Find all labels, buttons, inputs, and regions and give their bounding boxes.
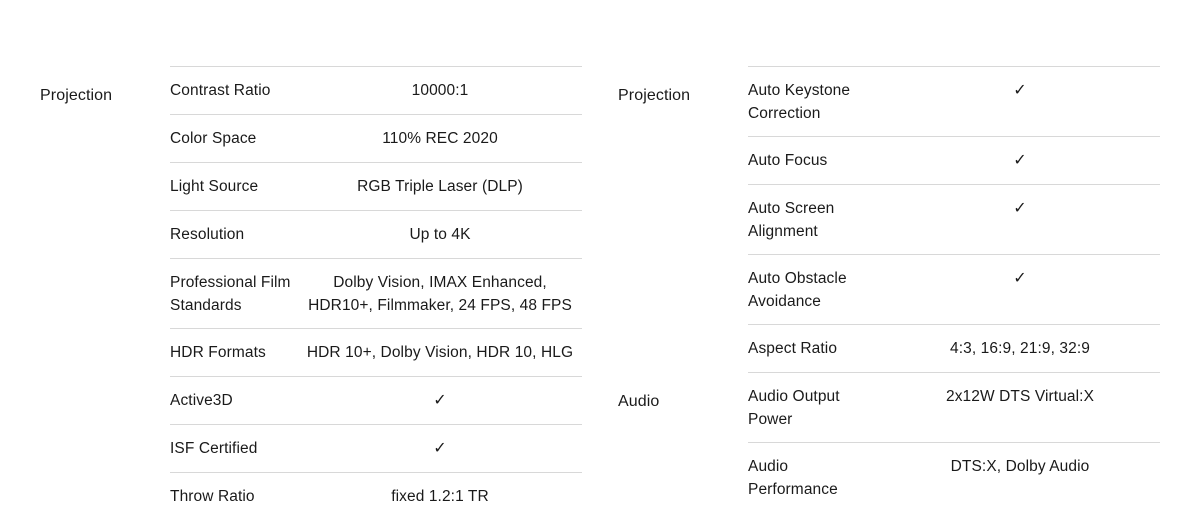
row-value: Up to 4K xyxy=(409,226,471,243)
table-row xyxy=(748,136,1160,184)
checkmark-icon: ✓ xyxy=(1013,200,1027,217)
table-row xyxy=(748,442,1160,512)
row-label: Audio Output Power xyxy=(748,388,840,428)
table-row xyxy=(748,66,1160,136)
table-row xyxy=(170,258,582,328)
checkmark-icon: ✓ xyxy=(1013,152,1027,169)
spec-group-projection-right xyxy=(618,66,1160,372)
row-label: Contrast Ratio xyxy=(170,82,271,99)
row-value: 10000:1 xyxy=(411,82,469,99)
row-label: Color Space xyxy=(170,130,257,147)
checkmark-icon: ✓ xyxy=(433,392,447,409)
table-row xyxy=(170,210,582,258)
row-value: HDR 10+, Dolby Vision, HDR 10, HLG xyxy=(306,344,574,361)
table-row xyxy=(748,254,1160,324)
row-value: Dolby Vision, IMAX Enhanced, HDR10+, Filmmaker, 24 FPS, 48 FPS xyxy=(308,274,572,314)
row-value: 4:3, 16:9, 21:9, 32:9 xyxy=(950,340,1090,357)
row-label: Professional Film Standards xyxy=(170,274,291,314)
group-rows xyxy=(748,372,1160,512)
group-rows xyxy=(748,66,1160,372)
table-row xyxy=(170,376,582,424)
row-label: Auto Focus xyxy=(748,152,828,169)
checkmark-icon: ✓ xyxy=(1013,82,1027,99)
table-row xyxy=(170,328,582,376)
table-row xyxy=(170,114,582,162)
row-value: 2x12W DTS Virtual:X xyxy=(945,388,1095,405)
spec-column-right xyxy=(618,66,1160,498)
table-row xyxy=(748,372,1160,442)
row-label: Active3D xyxy=(170,392,233,409)
row-label: Auto Screen Alignment xyxy=(748,200,835,240)
checkmark-icon: ✓ xyxy=(433,440,447,457)
row-label: Audio Performance xyxy=(748,458,838,498)
row-value: fixed 1.2:1 TR xyxy=(391,488,489,505)
table-row xyxy=(170,472,582,520)
row-label: Auto Keystone Correction xyxy=(748,82,851,122)
row-label: Aspect Ratio xyxy=(748,340,838,357)
row-label: Auto Obstacle Avoidance xyxy=(748,270,847,310)
row-label: Light Source xyxy=(170,178,259,195)
table-row xyxy=(748,184,1160,254)
row-value: RGB Triple Laser (DLP) xyxy=(357,178,523,195)
table-row xyxy=(170,162,582,210)
checkmark-icon: ✓ xyxy=(1013,270,1027,287)
row-label: ISF Certified xyxy=(170,440,258,457)
spec-group-projection-left xyxy=(40,66,582,520)
row-label: Resolution xyxy=(170,226,245,243)
spec-group-audio xyxy=(618,372,1160,512)
row-label: Throw Ratio xyxy=(170,488,255,505)
row-value: DTS:X, Dolby Audio xyxy=(950,458,1090,475)
table-row xyxy=(748,324,1160,372)
row-value: 110% REC 2020 xyxy=(382,130,498,147)
group-title: Audio xyxy=(618,393,660,410)
group-title: Projection xyxy=(618,87,691,104)
row-label: HDR Formats xyxy=(170,344,266,361)
table-row xyxy=(170,424,582,472)
group-title: Projection xyxy=(40,87,113,104)
table-row xyxy=(170,66,582,114)
spec-column-left xyxy=(40,66,582,505)
group-rows xyxy=(170,66,582,520)
